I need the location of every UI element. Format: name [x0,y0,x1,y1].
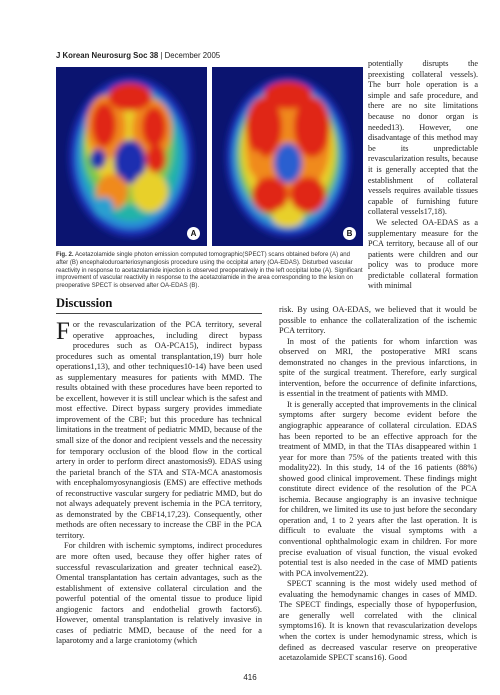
panel-a-label: A [187,227,200,240]
header-separator: | [160,51,165,60]
journal-name: J Korean Neurosurg Soc 38 [56,51,159,60]
figure-caption-label: Fig. 2. [56,251,74,258]
spect-scan-b [212,67,363,246]
paragraph-text: or the revascularization of the PCA territory, several operative approaches, including direct bypass procedures such as OA-PCA15), indirect bypass procedures such as omental transplantation,19) burr hole operations1,13), and other techniques10-14) have been used as supplementary measures for patients with MMD. The results obtained with these procedures have been reported to be excellent, however it is still unclear which is the safest and most effective. Direct bypass surgery provides immediate improvement of the CBF; but this procedure has technical limitations in the treatment of pediatric MMD, because of the small size of the donor and recipient vessels and the necessity for temporary occlusion of the blood flow in the cortical artery in order to perform direct anastomosis9). EDAS using the parietal branch of the STA and STA-MCA anastomosis with encephalomyosynangiosis (EMS) are effective methods of reconstructive vascular surgery for pediatric MMD, but do not always adequately prevent ischemia in the PCA territory, as demonstrated by the CBF14,17,23). Consequently, other methods are often necessary to increase the CBF in the PCA territory. [56,320,262,540]
paragraph: potentially disrupts the preexisting collateral vessels). The burr hole operation is a simple and safe procedure, and there are no site limitations because no donor organ is needed13). However, one disadvantage of this method may be its unpredictable revascularization results, because it is generally accepted that the establishment of collateral vessels requires available tissues capable of furnishing future collateral vessels17,18). [368,59,478,217]
figure-caption-text: Acetazolamide single photon emission computed tomographic(SPECT) scans obtained before (A) and after (B) encephaloduroarteriosynangiosis procedure using the occipital artery (OA-EDAS). Disturbed vascular reactivity in response to acetazolamide injection is observed preoperatively in the left occipital lobe (A). Significant improvement of vascular reactivity in response to the acetazolamide in the area corresponding to the lesion on preoperative SPECT is observed after OA-EDAS (B). [56,251,363,290]
section-title: Discussion [56,296,113,310]
paragraph [56,320,262,541]
left-column [56,320,262,647]
spect-scan-b-image [212,67,363,246]
page-number: 416 [243,673,257,682]
paragraph: SPECT scanning is the most widely used method of evaluating the hemodynamic changes in cases of MMD. The SPECT findings, especially those of hypoperfusion, are generally well correlated with the clinical symptoms16). It is known that revascularization develops when the cortex is under hemodynamic stress, which is defined as decreased vascular reserve on preoperative acetazolamide SPECT scans16). Good [279,579,477,663]
panel-b-label: B [343,227,356,240]
right-column [279,305,477,664]
spect-scan-a-image [56,67,207,246]
right-top-column [368,59,478,292]
figure-caption [56,251,363,290]
running-header [56,51,220,60]
section-heading [56,296,262,314]
spect-scan-a [56,67,207,246]
paragraph: We selected OA-EDAS as a supplementary measure for the PCA territory, because all of our patients were children and our policy was to produce more predictable collateral formation with minimal [368,217,478,291]
paragraph: In most of the patients for whom infarction was observed on MRI, the postoperative MRI scans demonstrated no changes in the previous infarctions, in spite of the surgical treatment. Therefore, early surgical intervention, before the occurrence of definite infarctions, is essential in the treatment of patients with MMD. [279,336,477,399]
issue-date: December 2005 [164,51,221,60]
paragraph: It is generally accepted that improvements in the clinical symptoms after surgery become evident before the angiographic appearance of collateral circulation. EDAS has been reported to be an effective approach for the treatment of MMD, in that the TIAs disappeared within 1 year for more than 75% of the patients treated with this modality22). In this study, 14 of the 16 patients (88%) showed good clinical improvement. These findings might constitute direct evidence of the resolution of the PCA ischemia. Because angiography is an invasive technique for children, we limited its use to just before the secondary operation and, 1 to 2 years after the last operation. It is difficult to evaluate the visual symptoms with a conventional ophthalmologic exam in children. For more precise evaluation of visual function, the visual evoked potential test is also needed in the case of MMD patients with PCA involvement22). [279,399,477,578]
drop-cap: F [56,318,70,345]
paragraph: For children with ischemic symptoms, indirect procedures are more often used, because they offer higher rates of successful revascularization and greater technical ease2). Omental transplantation has certain advantages, such as the establishment of extensive collateral circulation and the powerful potential of the omental tissue to produce lipid angiogenic factors and endothelial growth factors6). However, omental transplantation is relatively invasive in cases of pediatric MMD, because of the need for a laparotomy and a large craniotomy (which [56,541,262,646]
paragraph: risk. By using OA-EDAS, we believed that it would be possible to enhance the collateralization of the ischemic PCA territory. [279,305,477,336]
spect-figure [56,67,363,246]
